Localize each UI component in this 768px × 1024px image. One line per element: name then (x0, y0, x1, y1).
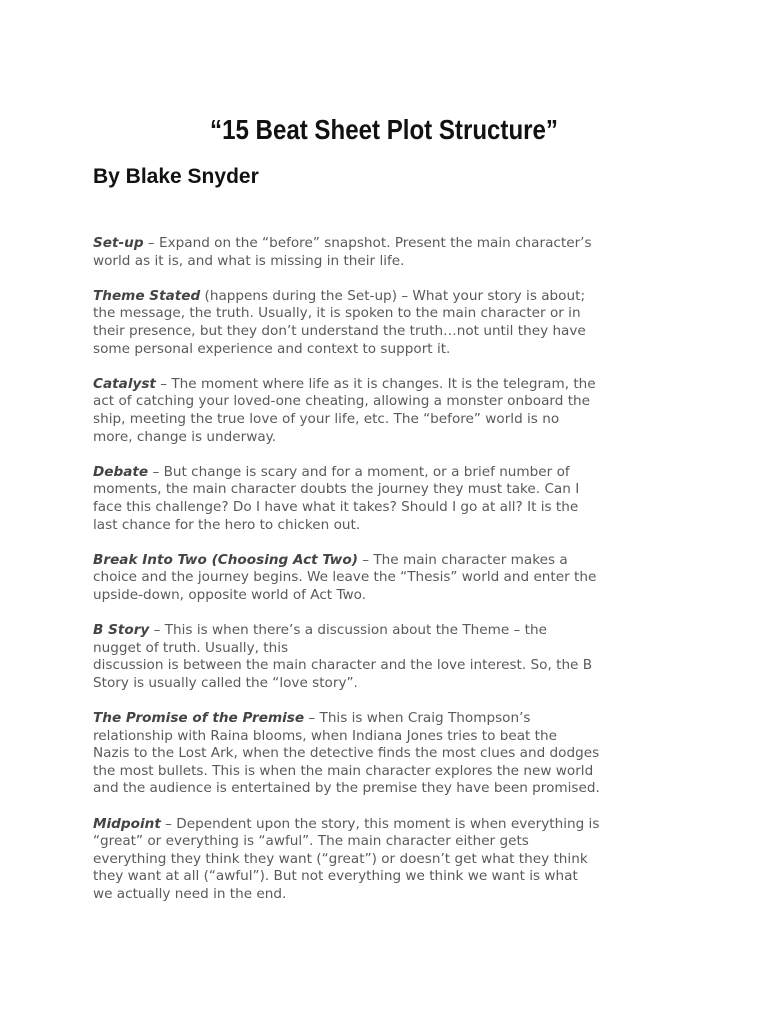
beat-text-line: – This is when Craig Thompson’s (304, 710, 531, 727)
beat-text-line: discussion is between the main character and the love interest. So, the B (93, 657, 593, 674)
document-title: “15 Beat Sheet Plot Structure” (210, 114, 558, 145)
beat-text-line: (happens during the Set-up) – What your story is about; (200, 287, 586, 304)
beat-text-line: choice and the journey begins. We leave the “Thesis” world and enter the (93, 569, 597, 586)
beat-text-line: – Dependent upon the story, this moment is when everything is (160, 815, 600, 832)
beat-text-line: nugget of truth. Usually, this (93, 639, 289, 656)
beat-term: Catalyst (93, 375, 156, 392)
beat-b-story (93, 622, 683, 692)
beat-text-line: Story is usually called the “love story”. (93, 674, 358, 691)
beat-text-line: act of catching your loved-one cheating, allowing a monster onboard the (93, 393, 591, 410)
beat-promise-of-the-premise (93, 710, 683, 798)
beat-term: Midpoint (93, 815, 161, 832)
beat-text-line: their presence, but they don’t understand the truth…not until they have (93, 322, 586, 339)
beat-break-into-two (93, 552, 683, 605)
beat-text-line: the most bullets. This is when the main character explores the new world (93, 762, 594, 779)
beat-text-line: upside-down, opposite world of Act Two. (93, 586, 367, 603)
beat-text-line: – This is when there’s a discussion about the Theme – the (149, 622, 547, 639)
beat-text-line: the message, the truth. Usually, it is spoken to the main character or in (93, 305, 581, 322)
beat-text-line: – The main character makes a (357, 551, 568, 568)
beat-term: Set-up (93, 235, 144, 251)
beat-catalyst (93, 376, 683, 446)
beat-text-line: some personal experience and context to support it. (93, 340, 451, 357)
beat-text-line: they want at all (“awful”). But not everything we think we want is what (93, 868, 578, 885)
beat-text-line: face this challenge? Do I have what it takes? Should I go at all? It is the (93, 498, 579, 515)
beat-text-line: world as it is, and what is missing in their life. (93, 252, 405, 269)
beat-text-line: “great” or everything is “awful”. The main character either gets (93, 833, 529, 850)
beat-text-line: we actually need in the end. (93, 885, 287, 902)
beat-text-line: more, change is underway. (93, 428, 277, 445)
beat-list (93, 235, 683, 921)
beat-text-line: relationship with Raina blooms, when Indiana Jones tries to beat the (93, 727, 557, 744)
beat-term: Theme Stated (93, 287, 201, 304)
beat-text-line: everything they think they want (“great”) or doesn’t get what they think (93, 850, 588, 867)
beat-theme-stated (93, 288, 683, 358)
beat-text-line: ship, meeting the true love of your life, etc. The “before” world is no (93, 410, 560, 427)
beat-text-line: – The moment where life as it is changes. It is the telegram, the (155, 375, 596, 392)
document-author: By Blake Snyder (93, 165, 259, 188)
beat-text-line: Nazis to the Lost Ark, when the detective finds the most clues and dodges (93, 745, 600, 762)
beat-text-line: and the audience is entertained by the premise they have been promised. (93, 780, 600, 797)
beat-term: Debate (93, 463, 149, 480)
beat-term: B Story (93, 622, 150, 639)
beat-debate (93, 464, 683, 534)
beat-term: Break Into Two (Choosing Act Two) (93, 551, 358, 568)
beat-text-line: last chance for the hero to chicken out. (93, 516, 361, 533)
beat-setup (93, 235, 683, 270)
beat-term: The Promise of the Premise (93, 710, 305, 727)
beat-text-line: moments, the main character doubts the journey they must take. Can I (93, 481, 580, 498)
beat-midpoint (93, 816, 683, 904)
beat-text-line: – But change is scary and for a moment, or a brief number of (148, 463, 570, 480)
beat-text-line: – Expand on the “before” snapshot. Present the main character’s (143, 235, 592, 251)
